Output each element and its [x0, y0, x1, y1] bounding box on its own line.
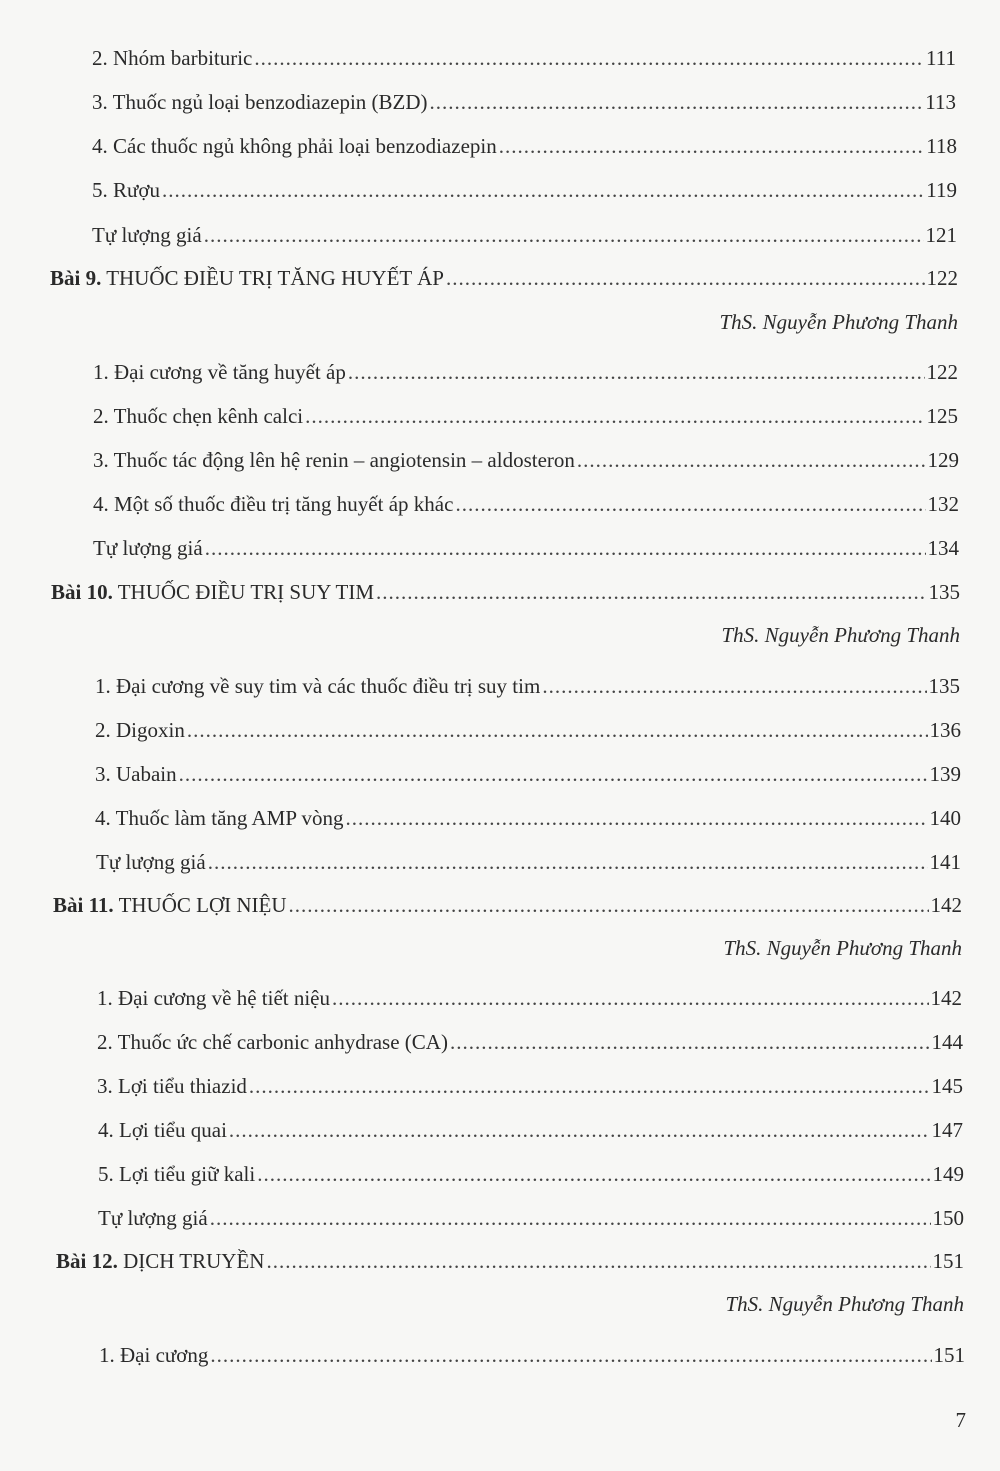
dot-leader: [455, 494, 925, 515]
toc-entry: [93, 450, 959, 471]
chapter-author: ThS. Nguyễn Phương Thanh: [719, 310, 958, 334]
page-ref: 149: [932, 1162, 964, 1186]
chapter-author: ThS. Nguyễn Phương Thanh: [723, 936, 962, 960]
dot-leader: [332, 988, 929, 1009]
page-ref: 139: [929, 762, 961, 786]
dot-leader: [205, 538, 926, 559]
entry-label: 4. Một số thuốc điều trị tăng huyết áp khác: [93, 492, 454, 516]
entry-label: 2. Digoxin: [95, 718, 185, 742]
toc-entry: [93, 362, 958, 383]
toc-entry: [99, 1345, 965, 1366]
page-ref: 122: [926, 266, 958, 290]
chapter-number: Bài 12.: [56, 1249, 118, 1273]
chapter-number: Bài 9.: [50, 266, 102, 290]
entry-label: 3. Lợi tiểu thiazid: [97, 1074, 247, 1098]
chapter-author: ThS. Nguyễn Phương Thanh: [721, 623, 960, 647]
toc-entry: [93, 494, 959, 515]
entry-label: 3. Thuốc tác động lên hệ renin – angiotensin – aldosteron: [93, 448, 575, 472]
page-ref: 141: [929, 850, 961, 874]
dot-leader: [187, 720, 928, 741]
toc-chapter: [56, 1251, 964, 1272]
entry-label: 1. Đại cương về tăng huyết áp: [93, 360, 346, 384]
toc-entry: [92, 225, 957, 246]
dot-leader: [210, 1345, 931, 1366]
entry-label: 1. Đại cương về hệ tiết niệu: [97, 986, 330, 1010]
page-ref: 144: [931, 1030, 963, 1054]
entry-label: 2. Thuốc ức chế carbonic anhydrase (CA): [97, 1030, 448, 1054]
dot-leader: [179, 764, 928, 785]
page-ref: 135: [928, 674, 960, 698]
page-ref: 125: [926, 404, 958, 428]
toc-entry: [93, 406, 958, 427]
dot-leader: [305, 406, 924, 427]
toc-entry: [95, 676, 960, 697]
page-ref: 118: [926, 134, 957, 158]
page-ref: 135: [928, 580, 960, 604]
dot-leader: [204, 225, 924, 246]
entry-label: 5. Lợi tiểu giữ kali: [98, 1162, 256, 1186]
page-ref: 122: [926, 360, 958, 384]
dot-leader: [542, 676, 926, 697]
entry-label: 4. Các thuốc ngủ không phải loại benzodiazepin: [92, 134, 497, 158]
page-ref: 121: [925, 223, 957, 247]
toc-entry: [92, 136, 957, 157]
toc-entry: [92, 48, 956, 69]
entry-label: 1. Đại cương về suy tim và các thuốc điều trị suy tim: [95, 674, 541, 698]
dot-leader: [376, 582, 927, 603]
page-number: 7: [955, 1408, 966, 1432]
entry-label: 4. Lợi tiểu quai: [98, 1118, 227, 1142]
page-ref: 132: [927, 492, 959, 516]
dot-leader: [229, 1120, 930, 1141]
chapter-number: Bài 10.: [51, 580, 113, 604]
dot-leader: [289, 895, 929, 916]
page-ref: 151: [932, 1249, 964, 1273]
page-ref: 150: [932, 1206, 964, 1230]
chapter-title: THUỐC ĐIỀU TRỊ SUY TIM: [117, 580, 374, 604]
toc-entry: [97, 1076, 963, 1097]
entry-label: 2. Nhóm barbituric: [92, 46, 253, 70]
dot-leader: [210, 1208, 931, 1229]
dot-leader: [346, 808, 928, 829]
toc-chapter: [50, 268, 958, 289]
page-ref: 113: [925, 90, 956, 114]
page-ref: 147: [931, 1118, 963, 1142]
dot-leader: [446, 268, 925, 289]
page-ref: 129: [927, 448, 959, 472]
entry-label: Tự lượng giá: [92, 223, 202, 247]
chapter-title: THUỐC ĐIỀU TRỊ TĂNG HUYẾT ÁP: [106, 266, 444, 290]
page-ref: 119: [926, 178, 957, 202]
toc-entry: [95, 764, 961, 785]
toc-entry: [97, 988, 962, 1009]
page-ref: 142: [930, 893, 962, 917]
dot-leader: [430, 92, 924, 113]
dot-leader: [254, 48, 924, 69]
entry-label: 1. Đại cương: [99, 1343, 209, 1367]
entry-label: 5. Rượu: [92, 178, 160, 202]
chapter-heading: [53, 895, 287, 916]
entry-label: Tự lượng giá: [93, 536, 203, 560]
toc-entry: [92, 92, 956, 113]
page-ref: 142: [930, 986, 962, 1010]
dot-leader: [249, 1076, 930, 1097]
dot-leader: [162, 180, 924, 201]
chapter-title: DỊCH TRUYỀN: [123, 1249, 265, 1273]
page-ref: 111: [926, 46, 956, 70]
page-ref: 151: [933, 1343, 965, 1367]
chapter-number: Bài 11.: [53, 893, 114, 917]
chapter-author: ThS. Nguyễn Phương Thanh: [725, 1292, 964, 1316]
toc-entry: [96, 852, 961, 873]
toc-entry: [98, 1120, 963, 1141]
page-ref: 140: [929, 806, 961, 830]
dot-leader: [577, 450, 926, 471]
entry-label: 3. Thuốc ngủ loại benzodiazepin (BZD): [92, 90, 428, 114]
chapter-title: THUỐC LỢI NIỆU: [118, 893, 287, 917]
toc-chapter: [53, 895, 962, 916]
toc-entry: [92, 180, 957, 201]
dot-leader: [348, 362, 925, 383]
entry-label: 3. Uabain: [95, 762, 177, 786]
dot-leader: [208, 852, 928, 873]
dot-leader: [450, 1032, 930, 1053]
toc-entry: [98, 1164, 964, 1185]
entry-label: Tự lượng giá: [96, 850, 206, 874]
page-ref: 134: [927, 536, 959, 560]
dot-leader: [499, 136, 925, 157]
chapter-heading: [50, 268, 444, 289]
entry-label: 4. Thuốc làm tăng AMP vòng: [95, 806, 344, 830]
dot-leader: [257, 1164, 930, 1185]
chapter-heading: [51, 582, 374, 603]
entry-label: Tự lượng giá: [98, 1206, 208, 1230]
dot-leader: [266, 1251, 930, 1272]
toc-entry: [97, 1032, 963, 1053]
toc-chapter: [51, 582, 960, 603]
toc-entry: [95, 808, 961, 829]
toc-entry: [95, 720, 961, 741]
entry-label: 2. Thuốc chẹn kênh calci: [93, 404, 304, 428]
toc-entry: [93, 538, 959, 559]
page-ref: 136: [929, 718, 961, 742]
chapter-heading: [56, 1251, 264, 1272]
page-ref: 145: [931, 1074, 963, 1098]
toc-entry: [98, 1208, 964, 1229]
